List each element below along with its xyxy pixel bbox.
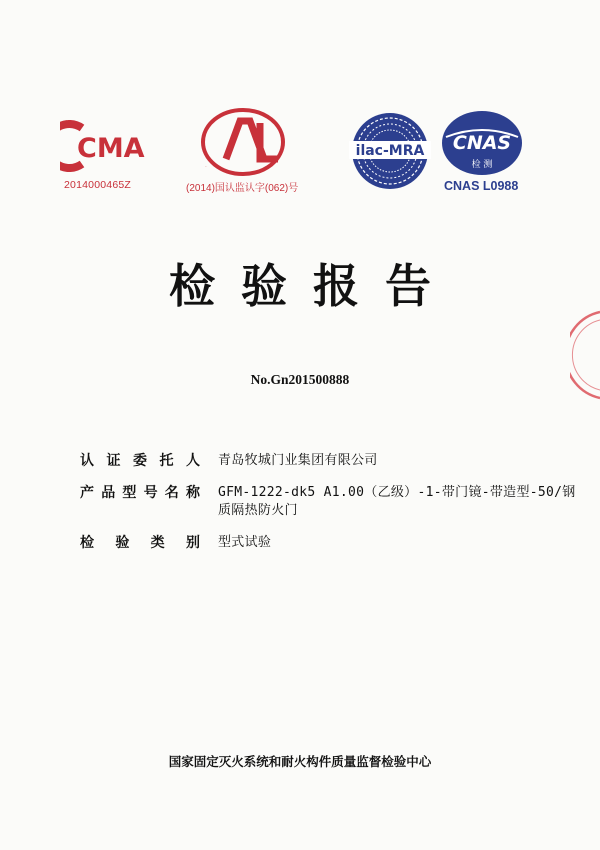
certification-logos bbox=[0, 95, 600, 205]
field-product bbox=[80, 484, 580, 520]
field-client bbox=[80, 452, 580, 470]
cnas-text: CNAS bbox=[452, 132, 512, 154]
issuing-organization: 国家固定灭火系统和耐火构件质量监督检验中心 bbox=[168, 754, 432, 769]
field-label: 认证委托人 bbox=[80, 453, 200, 469]
cal-letters: CAL bbox=[205, 167, 208, 168]
field-label: 产品型号名称 bbox=[80, 485, 200, 501]
field-value: GFM-1222-dk5 A1.00（乙级）-1-带门镜-带造型-50/钢质隔热防火门 bbox=[218, 485, 576, 518]
report-title: 检验报告 bbox=[169, 259, 457, 313]
report-info bbox=[80, 452, 580, 566]
cma-code: 2014000465Z bbox=[64, 179, 132, 191]
cnas-code: CNAS L0988 bbox=[444, 179, 519, 193]
cal-logo bbox=[198, 107, 288, 177]
field-category bbox=[80, 534, 580, 552]
ilac-mra-text: ilac-MRA bbox=[355, 143, 425, 159]
field-label: 检验类别 bbox=[80, 535, 200, 551]
field-value: 型式试验 bbox=[218, 535, 272, 550]
ilac-mra-logo bbox=[345, 111, 435, 191]
report-number: No.Gn201500888 bbox=[250, 372, 350, 387]
field-value: 青岛牧城门业集团有限公司 bbox=[218, 453, 378, 468]
cnas-logo bbox=[440, 109, 524, 179]
cma-letters: CMA bbox=[77, 133, 145, 164]
cal-code: (2014)国认监认字(062)号 bbox=[186, 183, 299, 194]
cnas-sub: 检 测 bbox=[471, 160, 493, 170]
cma-logo bbox=[60, 120, 150, 172]
partial-seal-stamp bbox=[570, 310, 600, 400]
